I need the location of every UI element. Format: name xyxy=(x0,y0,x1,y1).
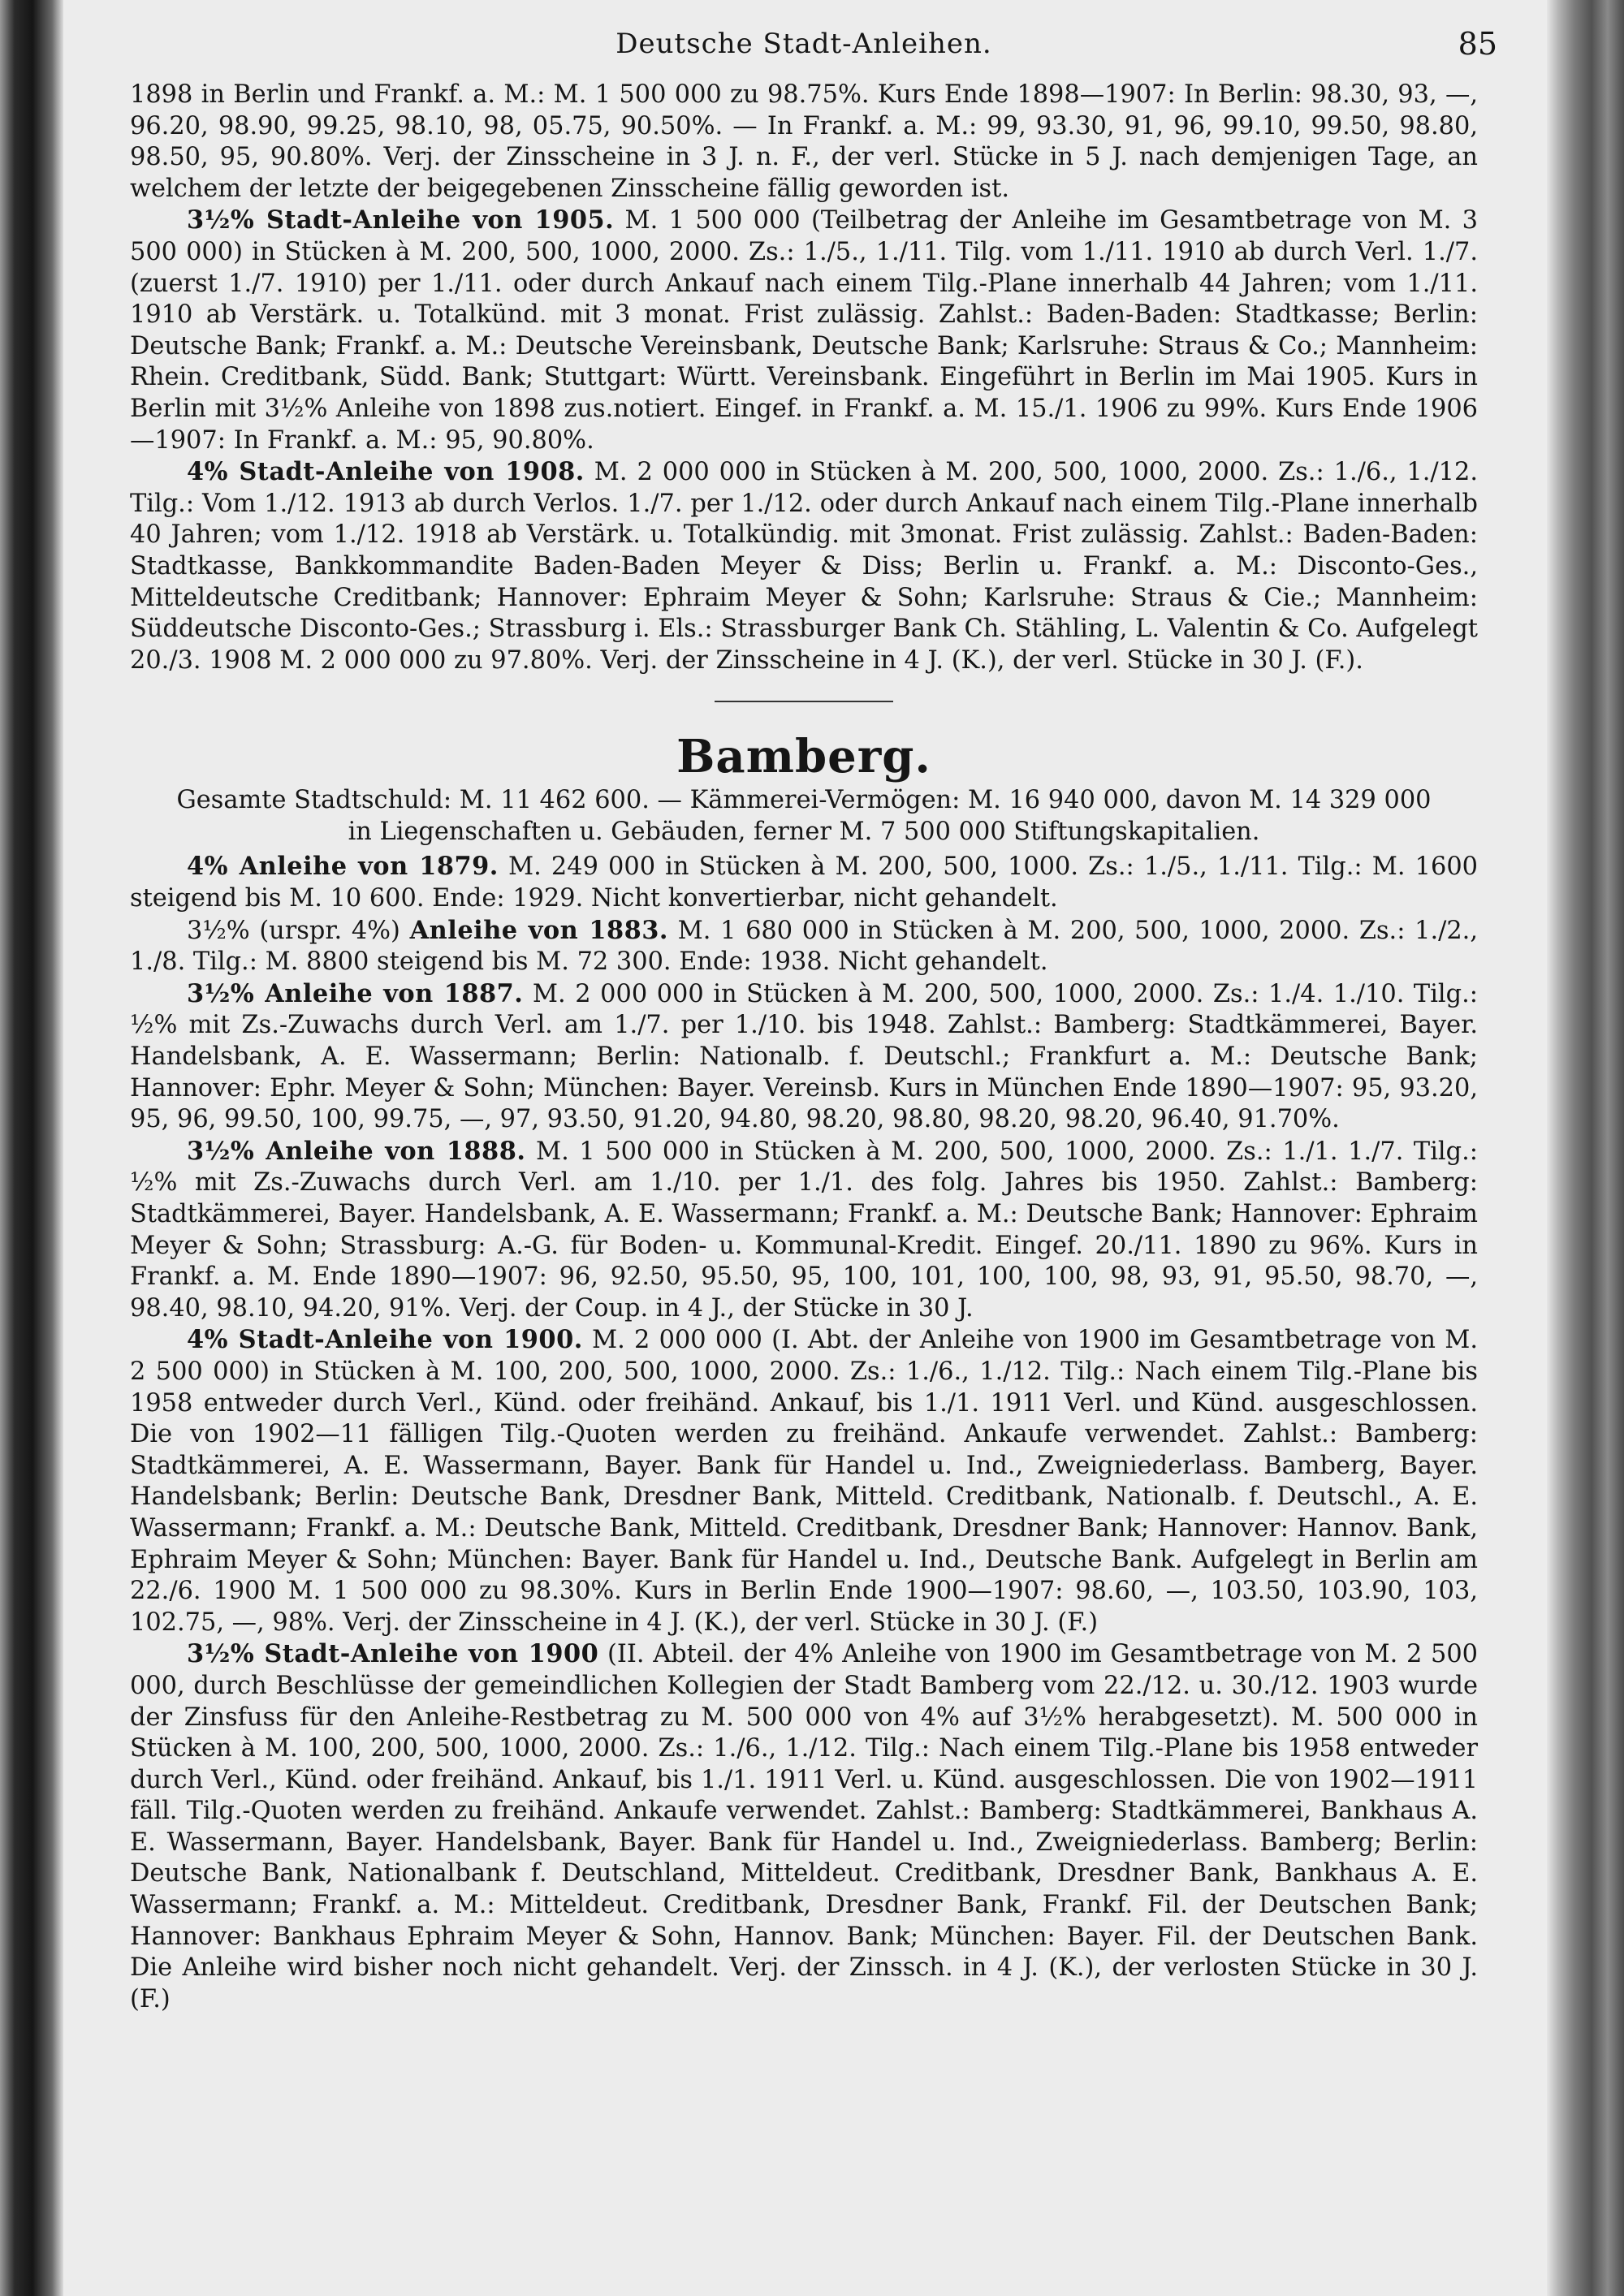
entry-heading: 3½% Stadt-Anleihe von 1905. xyxy=(187,205,615,235)
entry-anleihe-1879 xyxy=(130,851,1478,914)
entry-stadt-anleihe-1900-3half-pct xyxy=(130,1638,1478,2015)
entry-heading: 4% Anleihe von 1879. xyxy=(187,852,499,882)
entry-stadt-anleihe-1908 xyxy=(130,456,1478,676)
paragraph-1898-continuation: 1898 in Berlin und Frankf. a. M.: M. 1 500 000 zu 98.75%. Kurs Ende 1898—1907: In Berlin: 98.30, 93, —, 96.20, 98.90, 99.25, 98.10, 98, 05.75, 90.50%. — In Frankf. a. M.: 99, 93.30, 91, 96, 99.10, 99.50, 98.80, 98.50, 95, 90.80%. Verj. der Zinsscheine in 3 J. n. F., der verl. Stücke in 5 J. nach demjenigen Tage, an welchem der letzte der beigegebenen Zinsscheine fällig geworden ist. xyxy=(130,80,1478,203)
entry-body: (II. Abteil. der 4% Anleihe von 1900 im Gesamtbetrage von M. 2 500 000, durch Beschlüsse der gemeindlichen Kollegien der Stadt Bamberg vom 22./12. u. 30./12. 1903 wurde der Zinsfuss für den Anleihe-Restbetrag zu M. 500 000 von 4% auf 3½% herabgesetzt). M. 500 000 in Stücken à M. 100, 200, 500, 1000, 2000. Zs.: 1./6., 1./12. Tilg.: Nach einem Tilg.-Plane bis 1958 entweder durch Verl., Künd. oder freihänd. Ankauf, bis 1./1. 1911 Verl. u. Künd. ausgeschlossen. Die von 1902—1911 fäll. Tilg.-Quoten werden zu freihänd. Ankaufe verwendet. Zahlst.: Bamberg: Stadtkämmerei, Bankhaus A. E. Wassermann, Bayer. Handelsbank, Bayer. Bank für Handel u. Ind., Zweigniederlass. Bamberg; Berlin: Deutsche Bank, Nationalbank f. Deutschland, Mitteldeut. Creditbank, Dresdner Bank, Bankhaus A. E. Wassermann; Frankf. a. M.: Mitteldeut. Creditbank, Dresdner Bank, Frankf. Fil. der Deutschen Bank; Hannover: Bankhaus Ephraim Meyer & Sohn, Hannov. Bank; München: Bayer. Fil. der Deutschen Bank. Die Anleihe wird bisher noch nicht gehandelt. Verj. der Zinssch. in 4 J. (K.), der verlosten Stücke in 30 J. (F.) xyxy=(130,1640,1478,2013)
entry-body: M. 2 000 000 in Stücken à M. 200, 500, 1000, 2000. Zs.: 1./4. 1./10. Tilg.: ½% mit Zs.-Zuwachs durch Verl. am 1./7. per 1./10. bis 1948. Zahlst.: Bamberg: Stadtkämmerei, Bayer. Handelsbank, A. E. Wassermann; Berlin: Nationalb. f. Deutschl.; Frankfurt a. M.: Deutsche Bank; Hannover: Ephr. Meyer & Sohn; München: Bayer. Vereinsb. Kurs in München Ende 1890—1907: 95, 93.20, 95, 96, 99.50, 100, 99.75, —, 97, 93.50, 91.20, 94.80, 98.20, 98.80, 98.20, 98.20, 96.40, 91.70%. xyxy=(130,979,1478,1134)
page-number: 85 xyxy=(1458,26,1497,62)
entry-body: M. 2 000 000 in Stücken à M. 200, 500, 1000, 2000. Zs.: 1./6., 1./12. Tilg.: Vom 1./12. 1913 ab durch Verlos. 1./7. per 1./12. oder durch Ankauf nach einem Tilg.-Plane innerhalb 40 Jahren; vom 1./12. 1918 ab Verstärk. u. Totalkündig. mit 3monat. Frist zulässig. Zahlst.: Baden-Baden: Stadtkasse, Bankkommandite Baden-Baden Meyer & Diss; Berlin u. Frankf. a. M.: Disconto-Ges., Mitteldeutsche Creditbank; Hannover: Ephraim Meyer & Sohn; Karlsruhe: Straus & Cie.; Mannheim: Süddeutsche Disconto-Ges.; Strassburg i. Els.: Strassburger Bank Ch. Stähling, L. Valentin & Co. Aufgelegt 20./3. 1908 M. 2 000 000 zu 97.80%. Verj. der Zinsscheine in 4 J. (K.), der verl. Stücke in 30 J. (F.). xyxy=(130,458,1479,675)
entry-heading: 3½% Anleihe von 1888. xyxy=(187,1136,526,1166)
entry-anleihe-1888 xyxy=(130,1136,1478,1325)
entry-anleihe-1887 xyxy=(130,978,1478,1136)
entry-heading: Anleihe von 1883. xyxy=(409,915,668,945)
entry-body: M. 1 680 000 in Stücken à M. 200, 500, 1000, 2000. Zs.: 1./2., 1./8. Tilg.: M. 8800 steigend bis M. 72 300. Ende: 1938. Nicht gehandelt. xyxy=(130,916,1479,977)
entry-body: M. 2 000 000 (I. Abt. der Anleihe von 1900 im Gesamtbetrage von M. 2 500 000) in Stücken à M. 100, 200, 500, 1000, 2000. Zs.: 1./6., 1./12. Tilg.: Nach einem Tilg.-Plane bis 1958 entweder durch Verl., Künd. oder freihänd. Ankauf, bis 1./1. 1911 Verl. und Künd. ausgeschlossen. Die von 1902—11 fälligen Tilg.-Quoten werden zu freihänd. Ankaufe verwendet. Zahlst.: Bamberg: Stadtkämmerei, A. E. Wassermann, Bayer. Bank für Handel u. Ind., Zweigniederlass. Bamberg, Bayer. Handelsbank; Berlin: Deutsche Bank, Dresdner Bank, Mitteld. Creditbank, Nationalb. f. Deutschl., A. E. Wassermann; Frankf. a. M.: Deutsche Bank, Mitteld. Creditbank, Dresdner Bank; Hannover: Hannov. Bank, Ephraim Meyer & Sohn; München: Bayer. Bank für Handel u. Ind., Deutsche Bank. Aufgelegt in Berlin am 22./6. 1900 M. 1 500 000 zu 98.30%. Kurs in Berlin Ende 1900—1907: 98.60, —, 103.50, 103.90, 103, 102.75, —, 98%. Verj. der Zinsscheine in 4 J. (K.), der verl. Stücke in 30 J. (F.) xyxy=(130,1326,1478,1637)
page-right-edge xyxy=(1547,0,1624,2296)
debt-summary xyxy=(130,785,1478,848)
entry-stadt-anleihe-1900-4pct xyxy=(130,1324,1478,1638)
running-header xyxy=(130,23,1497,80)
entry-anleihe-1883 xyxy=(130,915,1478,978)
document-page xyxy=(130,23,1497,2015)
entry-stadt-anleihe-1905 xyxy=(130,205,1478,456)
entry-heading: 4% Stadt-Anleihe von 1900. xyxy=(187,1325,583,1355)
section-divider xyxy=(715,701,893,702)
entry-heading: 3½% Stadt-Anleihe von 1900 xyxy=(187,1639,599,1669)
book-gutter-edge xyxy=(0,0,63,2296)
entry-body: M. 249 000 in Stücken à M. 200, 500, 1000. Zs.: 1./5., 1./11. Tilg.: M. 1600 steigend bis M. 10 600. Ende: 1929. Nicht konvertierbar, nicht gehandelt. xyxy=(130,852,1479,913)
entry-heading: 4% Stadt-Anleihe von 1908. xyxy=(187,457,585,487)
entry-prefix: 3½% (urspr. 4%) xyxy=(187,916,410,945)
entry-body: M. 1 500 000 in Stücken à M. 200, 500, 1000, 2000. Zs.: 1./1. 1./7. Tilg.: ½% mit Zs.-Zuwachs durch Verl. am 1./10. per 1./1. des folg. Jahres bis 1950. Zahlst.: Bamberg: Stadtkämmerei, Bayer. Handelsbank, A. E. Wassermann; Frankf. a. M.: Deutsche Bank; Hannover: Ephraim Meyer & Sohn; Strassburg: A.-G. für Boden- u. Kommunal-Kredit. Eingef. 20./11. 1890 zu 96%. Kurs in Frankf. a. M. Ende 1890—1907: 96, 92.50, 95.50, 95, 100, 101, 100, 100, 98, 93, 91, 95.50, 98.70, —, 98.40, 98.10, 94.20, 91%. Verj. der Coup. in 4 J., der Stücke in 30 J. xyxy=(130,1137,1478,1323)
summary-line-1: Gesamte Stadtschuld: M. 11 462 600. — Kämmerei-Vermögen: M. 16 940 000, davon M. 14 329 000 xyxy=(176,786,1432,815)
entry-heading: 3½% Anleihe von 1887. xyxy=(187,978,524,1008)
running-title: Deutsche Stadt-Anleihen. xyxy=(615,28,992,60)
summary-line-2: in Liegenschaften u. Gebäuden, ferner M. 7 500 000 Stiftungskapitalien. xyxy=(348,817,1260,846)
city-heading-bamberg: Bamberg. xyxy=(676,730,931,784)
entry-body: M. 1 500 000 (Teilbetrag der Anleihe im Gesamtbetrage von M. 3 500 000) in Stücken à M. 200, 500, 1000, 2000. Zs.: 1./5., 1./11. Tilg. vom 1./11. 1910 ab durch Verl. 1./7. (zuerst 1./7. 1910) per 1./11. oder durch Ankauf nach einem Tilg.-Plane innerhalb 44 Jahren; vom 1./11. 1910 ab Verstärk. u. Totalkünd. mit 3 monat. Frist zulässig. Zahlst.: Baden-Baden: Stadtkasse; Berlin: Deutsche Bank; Frankf. a. M.: Deutsche Vereinsbank, Deutsche Bank; Karlsruhe: Straus & Co.; Mannheim: Rhein. Creditbank, Südd. Bank; Stuttgart: Württ. Vereinsbank. Eingeführt in Berlin im Mai 1905. Kurs in Berlin mit 3½% Anleihe von 1898 zus.notiert. Eingef. in Frankf. a. M. 15./1. 1906 zu 99%. Kurs Ende 1906—1907: In Frankf. a. M.: 95, 90.80%. xyxy=(130,206,1478,455)
